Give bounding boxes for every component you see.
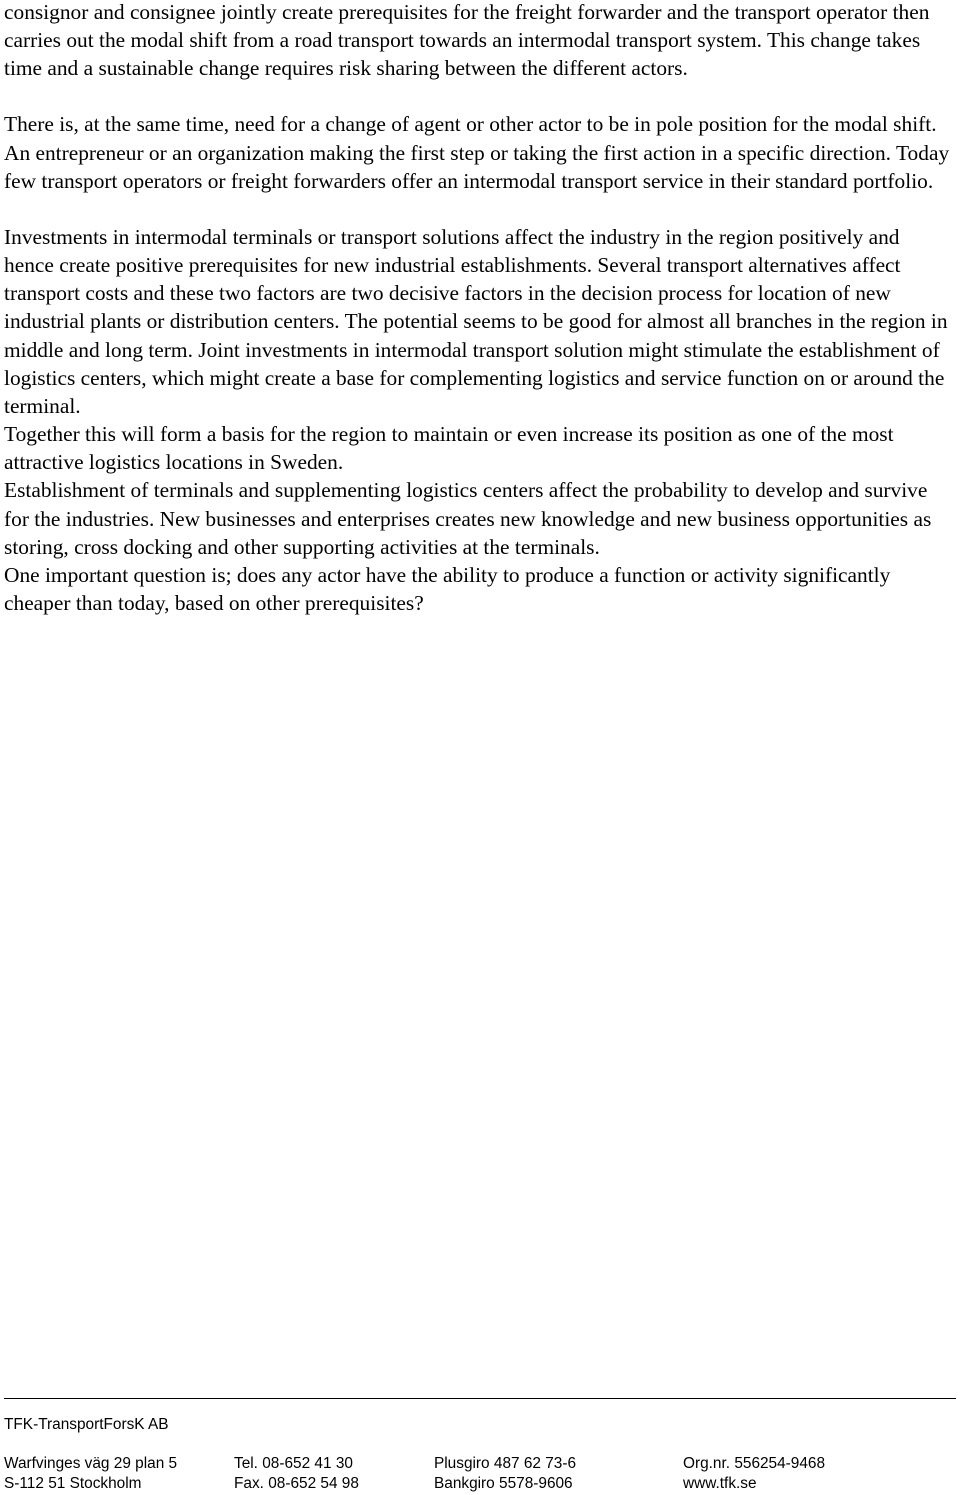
footer-plusgiro: Plusgiro 487 62 73-6 <box>434 1455 577 1472</box>
footer-org-number: Org.nr. 556254-9468 <box>683 1455 826 1472</box>
page-footer <box>0 1397 960 1495</box>
paragraph-investments: Investments in intermodal terminals or transport solutions affect the industry in the region positively and hence create positive prerequisites for new industrial establishments. Several transport alternatives affect transport costs and these two factors are two decisive factors in the decision process for location of new industrial plants or distribution centers. The potential seems to be good for almost all branches in the region in middle and long term. Joint investments in intermodal transport solution might stimulate the establishment of logistics centers, which might create a base for complementing logistics and service function on or around the terminal. <box>4 224 948 418</box>
paragraph-region-position: Together this will form a basis for the region to maintain or even increase its position as one of the most attractive logistics locations in Sweden. <box>4 422 894 475</box>
footer-address-city: S-112 51 Stockholm <box>4 1475 142 1492</box>
paragraph-modal-shift-actors: consignor and consignee jointly create prerequisites for the freight forwarder and the transport operator then carries out the modal shift from a road transport towards an intermodal transport system. This change takes time and a sustainable change requires risk sharing between the different actors. <box>4 0 930 81</box>
footer-fax: Fax. 08-652 54 98 <box>234 1475 359 1492</box>
footer-website-link[interactable]: www.tfk.se <box>683 1475 757 1492</box>
paragraph-important-question: One important question is; does any actor have the ability to produce a function or activity significantly cheaper than today, based on other prerequisites? <box>4 562 891 615</box>
document-body <box>4 0 954 617</box>
paragraph-terminals-establishment: Establishment of terminals and supplementing logistics centers affect the probability to develop and survive for the industries. New businesses and enterprises creates new knowledge and new business opportunities as storing, cross docking and other supporting activities at the terminals. <box>4 478 932 559</box>
footer-bankgiro: Bankgiro 5578-9606 <box>434 1475 573 1492</box>
footer-phone: Tel. 08-652 41 30 <box>234 1455 353 1472</box>
footer-address-street: Warfvinges väg 29 plan 5 <box>4 1455 178 1472</box>
paragraph-change-agent: There is, at the same time, need for a change of agent or other actor to be in pole position for the modal shift. An entrepreneur or an organization making the first step or taking the first action in a specific direction. Today few transport operators or freight forwarders offer an intermodal transport service in their standard portfolio. <box>4 112 950 193</box>
footer-divider <box>4 1398 956 1399</box>
footer-company-name: TFK-TransportForsK AB <box>4 1416 169 1433</box>
